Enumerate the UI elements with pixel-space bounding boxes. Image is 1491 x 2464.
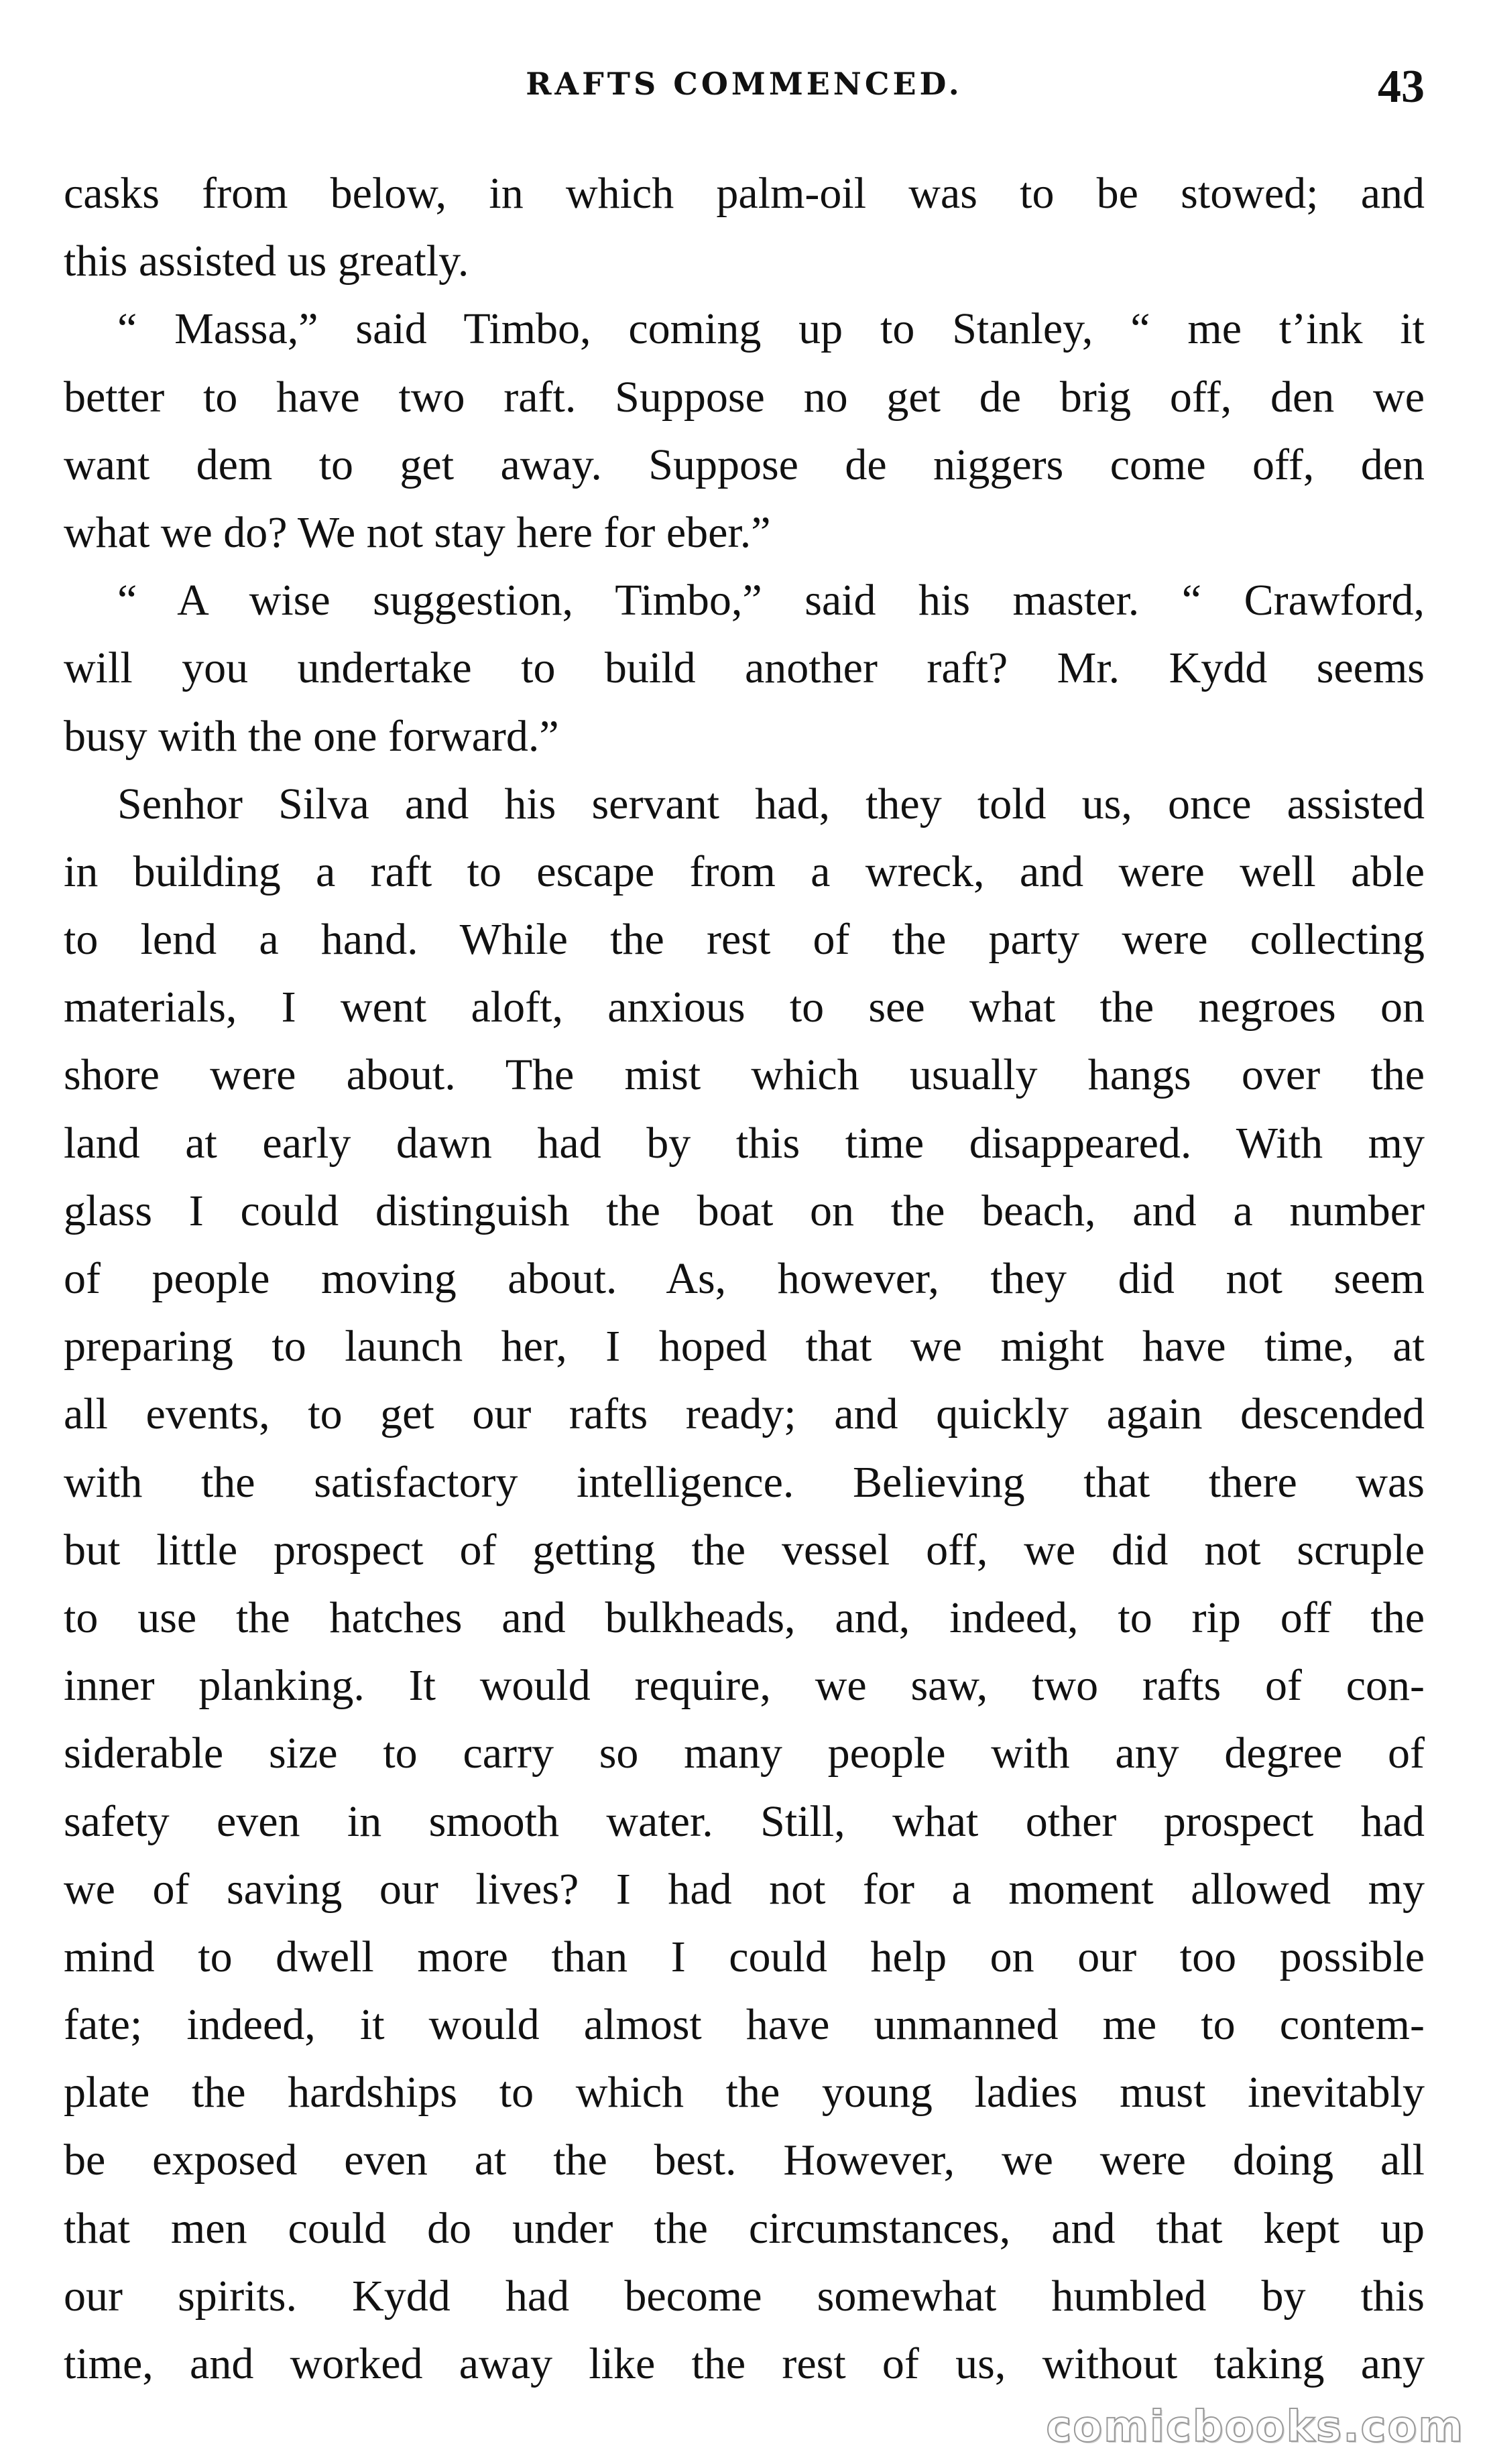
- text-line: plate the hardships to which the young ladies must inevitably: [64, 2068, 1425, 2117]
- text-line: this assisted us greatly.: [64, 237, 469, 286]
- text-line: all events, to get our rafts ready; and quickly again descended: [64, 1390, 1425, 1439]
- text-line: “ Massa,” said Timbo, coming up to Stanley, “ me t’ink it: [117, 304, 1425, 354]
- text-line: siderable size to carry so many people with any degree of: [64, 1729, 1425, 1778]
- text-line: to use the hatches and bulkheads, and, indeed, to rip off the: [64, 1593, 1425, 1642]
- text-line: but little prospect of getting the vessel off, we did not scruple: [64, 1525, 1425, 1575]
- running-header: [64, 60, 1425, 121]
- text-line: “ A wise suggestion, Timbo,” said his master. “ Crawford,: [117, 576, 1425, 625]
- text-line: to lend a hand. While the rest of the party were collecting: [64, 915, 1425, 965]
- text-line: with the satisfactory intelligence. Believing that there was: [64, 1457, 1425, 1507]
- text-line: materials, I went aloft, anxious to see what the negroes on: [64, 983, 1425, 1032]
- text-line: preparing to launch her, I hoped that we might have time, at: [64, 1322, 1425, 1371]
- page-number: 43: [1378, 61, 1425, 113]
- text-line: casks from below, in which palm-oil was to be stowed; and: [64, 169, 1425, 218]
- watermark: comicbooks.com: [1046, 2402, 1464, 2452]
- body-text: [64, 160, 1425, 2398]
- text-line: be exposed even at the best. However, we were doing all: [64, 2136, 1425, 2185]
- text-line: better to have two raft. Suppose no get de brig off, den we: [64, 372, 1425, 422]
- text-line: that men could do under the circumstances, and that kept up: [64, 2203, 1425, 2253]
- text-line: safety even in smooth water. Still, what other prospect had: [64, 1796, 1425, 1846]
- text-line: fate; indeed, it would almost have unmanned me to contem-: [64, 2000, 1425, 2050]
- text-line: of people moving about. As, however, they did not seem: [64, 1254, 1425, 1303]
- text-line: inner planking. It would require, we saw, two rafts of con-: [64, 1661, 1425, 1711]
- text-line: will you undertake to build another raft? Mr. Kydd seems: [64, 643, 1425, 693]
- text-line: our spirits. Kydd had become somewhat humbled by this: [64, 2271, 1425, 2321]
- text-line: mind to dwell more than I could help on our too possible: [64, 1932, 1425, 1981]
- text-line: time, and worked away like the rest of us, without taking any: [64, 2339, 1425, 2388]
- text-line: in building a raft to escape from a wreck, and were well able: [64, 847, 1425, 896]
- text-line: shore were about. The mist which usually hangs over the: [64, 1050, 1425, 1100]
- text-line: busy with the one forward.”: [64, 711, 559, 761]
- text-line: we of saving our lives? I had not for a moment allowed my: [64, 1864, 1425, 1914]
- text-line: what we do? We not stay here for eber.”: [64, 507, 771, 557]
- running-title: RAFTS COMMENCED.: [526, 66, 963, 102]
- text-line: glass I could distinguish the boat on the beach, and a number: [64, 1186, 1425, 1235]
- text-line: want dem to get away. Suppose de niggers come off, den: [64, 440, 1425, 489]
- text-line: Senhor Silva and his servant had, they told us, once assisted: [117, 779, 1425, 828]
- text-line: land at early dawn had by this time disappeared. With my: [64, 1118, 1425, 1168]
